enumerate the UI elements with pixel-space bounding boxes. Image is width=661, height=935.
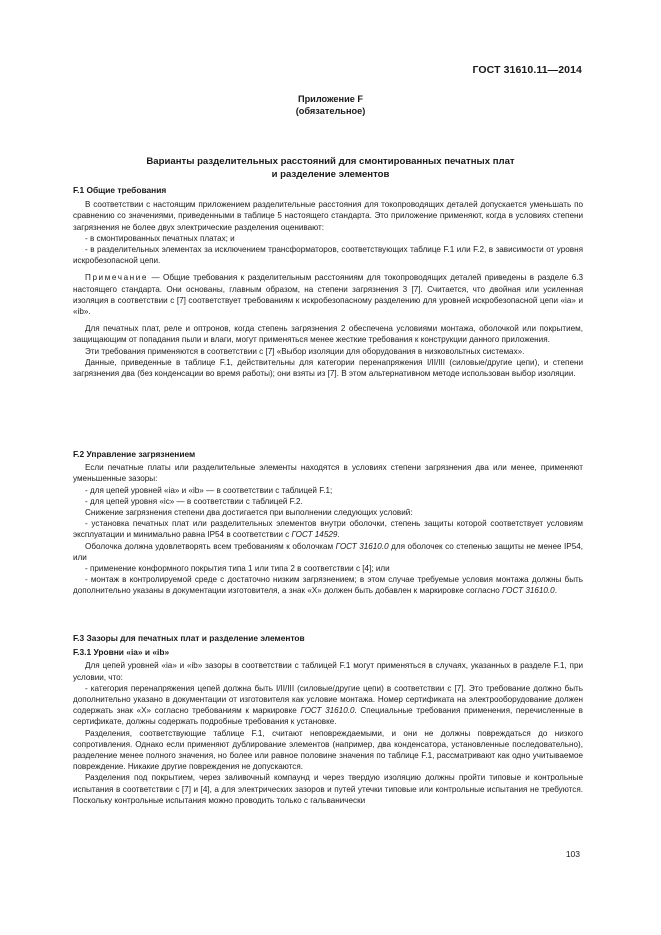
page-number: 103 <box>565 849 580 859</box>
list-item: - применение конформного покрытия типа 1 или типа 2 в соответствии с [4]; или <box>85 564 390 574</box>
note <box>73 272 583 317</box>
standard-number: ГОСТ 31610.11—2014 <box>472 64 582 76</box>
list-item: - для цепей уровня «ic» — в соответствии с таблицей F.2. <box>85 496 303 506</box>
section-f3 <box>73 633 583 806</box>
section-heading: F.1 Общие требования <box>73 185 167 195</box>
paragraph: Эти требования применяются в соответствии с [7] «Выбор изоляции для оборудования в низковольтных системах». <box>85 346 525 356</box>
list-item: - для цепей уровней «ia» и «ib» — в соответствии с таблицей F.1; <box>85 485 333 495</box>
appendix-title: Приложение F <box>297 94 364 104</box>
note-text: — Общие требования к разделительным расстояниям для токопроводящих деталей приведены в разделе 6.3 настоящего стандарта. Они основаны, главным образом, на степени загрязнения 3 [7]. Считается, что двойная или усиленная изоляция в соответствии с [7] соответствует требованиям к искробезопасному разделению для уровней искробезопасной цепи «ia» и «ib». <box>73 273 583 317</box>
standard-reference: ГОСТ 14529 <box>291 530 338 540</box>
paragraph: В соответствии с настоящим приложением разделительные расстояния для токопроводящих деталей допускается уменьшать по сравнению со значениями, приведенными в таблице 5 настоящего стандарта. Это приложение применяют, когда в условиях степени загрязнения не более двух электрические разделения оценивают: <box>73 200 583 232</box>
main-title-line2: и разделение элементов <box>271 168 390 180</box>
appendix-subtitle: (обязательное) <box>295 106 366 116</box>
section-f2 <box>73 449 583 597</box>
paragraph: Снижение загрязнения степени два достигается при выполнении следующих условий: <box>85 508 413 518</box>
standard-reference: ГОСТ 31610.0 <box>300 706 355 716</box>
paragraph: Разделения, соответствующие таблице F.1, считают неповреждаемыми, и они не должны повреждаться до низкого сопротивления. Однако если применяют дублирование элементов (например, два конденсатора, установленные последовательно), разделение менее полного значения, но более или равное половине значения по таблице F.1, рассматривают как одно учитываемое повреждение. Никакие другие повреждения не допускаются. <box>73 728 583 772</box>
paragraph: Если печатные платы или разделительные элементы находятся в условиях степени загрязнения два или менее, применяют уменьшенные зазоры: <box>73 463 583 484</box>
paragraph: Для цепей уровней «ia» и «ib» зазоры в соответствии с таблицей F.1 могут применяться в случаях, указанных в разделе F.1, при условии, что: <box>73 661 583 682</box>
paragraph: Разделения под покрытием, через заливочный компаунд и через твердую изоляцию должны пройти типовые и контрольные испытания в соответствии с [7] и [4], а для электрических зазоров и путей утечки типовые или контрольные испытания не требуются. Поскольку контрольные испытания можно проводить только с гальванически <box>73 773 583 805</box>
list-item: - монтаж в контролируемой среде с достаточно низким загрязнением; в этом случае требуемые условия монтажа должны быть дополнительно указаны в документации изготовителя, а знак «Х» должен быть добавлен к маркировке согласно ГОСТ 31610.0. <box>73 575 583 596</box>
main-title-line1: Варианты разделительных расстояний для смонтированных печатных плат <box>146 156 515 167</box>
list-item: - в разделительных элементах за исключением трансформаторов, соответствующих таблице F.1 или F.2, в зависимости от уровня искробезопасной цепи. <box>73 245 583 266</box>
main-title <box>60 156 601 181</box>
list-item: - в смонтированных печатных платах; и <box>85 233 235 243</box>
section-heading: F.2 Управление загрязнением <box>73 449 196 459</box>
paragraph: Оболочка должна удовлетворять всем требованиям к оболочкам ГОСТ 31610.0 для оболочек со степенью защиты не менее IP54, или <box>73 541 583 562</box>
appendix-heading <box>0 93 661 117</box>
standard-reference: ГОСТ 31610.0 <box>502 586 555 596</box>
paragraph: Для печатных плат, реле и оптронов, когда степень загрязнения 2 обеспечена условиями монтажа, оболочкой или покрытием, защищающим от попадания пыли и влаги, могут применяться менее жесткие требования к конструкции данного приложения. <box>73 324 583 345</box>
paragraph: Данные, приведенные в таблице F.1, действительны для категории перенапряжения I/II/III (силовые/другие цепи), и степени загрязнения два (без конденсации во время работы); они взяты из [7]. В этом альтернативном методе использован выбор изоляции. <box>73 357 583 379</box>
list-item: - категория перенапряжения цепей должна быть I/II/III (силовые/другие цепи) в соответствии с [7]. Это требование должно быть дополнительно указано в документации от изготовителя как условие монтажа. Номер сертификата на электрооборудование должен содержать знак «Х» согласно требованиям к маркировке ГОСТ 31610.0. Специальные требования применения, перечисленные в сертификате, должны содержать подробные требования к установке. <box>73 683 583 727</box>
section-heading: F.3 Зазоры для печатных плат и разделение элементов <box>73 633 305 643</box>
list-item: - установка печатных плат или разделительных элементов внутри оболочки, степень защиты которой соответствует условиям эксплуатации и минимально равна IP54 в соответствии с ГОСТ 14529. <box>73 519 583 540</box>
subsection-heading: F.3.1 Уровни «ia» и «ib» <box>73 647 170 658</box>
standard-reference: ГОСТ 31610.0 <box>335 541 389 551</box>
note-label: Примечание <box>85 273 149 283</box>
section-f1 <box>73 185 583 379</box>
